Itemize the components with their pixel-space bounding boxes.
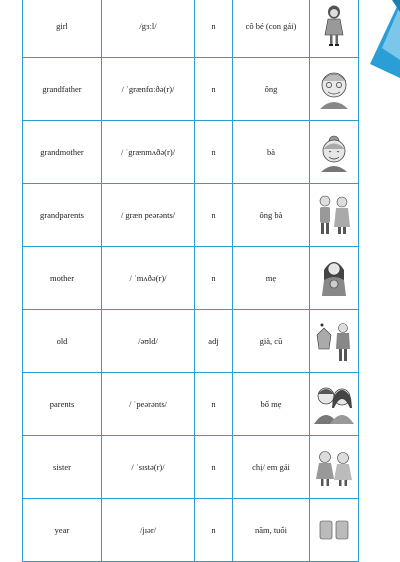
grandfather-icon	[314, 69, 354, 109]
picture-cell	[310, 58, 359, 121]
pos-cell: n	[195, 58, 233, 121]
picture-cell	[310, 436, 359, 499]
word-cell: grandmother	[23, 121, 102, 184]
picture-cell	[310, 184, 359, 247]
girl-icon	[319, 4, 349, 48]
word-cell: girl	[23, 0, 102, 58]
word-cell: sister	[23, 436, 102, 499]
picture-cell	[310, 121, 359, 184]
pos-cell: n	[195, 121, 233, 184]
sister-icon	[312, 445, 356, 489]
year-icon	[316, 515, 352, 545]
word-cell: parents	[23, 373, 102, 436]
pos-cell: n	[195, 499, 233, 562]
page-margin	[0, 0, 22, 400]
meaning-cell: bố mẹ	[233, 373, 310, 436]
meaning-cell: ông bà	[233, 184, 310, 247]
table-row	[23, 58, 359, 121]
meaning-cell: chị/ em gái	[233, 436, 310, 499]
corner-decoration	[370, 0, 400, 80]
picture-cell	[310, 310, 359, 373]
meaning-cell: già, cũ	[233, 310, 310, 373]
ipa-cell: /jɪər/	[102, 499, 195, 562]
table-row	[23, 184, 359, 247]
table-row	[23, 499, 359, 562]
meaning-cell: mẹ	[233, 247, 310, 310]
picture-cell	[310, 373, 359, 436]
word-cell: old	[23, 310, 102, 373]
ipa-cell: /əʊld/	[102, 310, 195, 373]
grandmother-icon	[314, 132, 354, 172]
word-cell: mother	[23, 247, 102, 310]
table-row	[23, 247, 359, 310]
meaning-cell: năm, tuổi	[233, 499, 310, 562]
picture-cell	[310, 499, 359, 562]
old-icon	[314, 319, 354, 363]
pos-cell: n	[195, 436, 233, 499]
vocabulary-table	[22, 0, 359, 562]
table-row	[23, 121, 359, 184]
picture-cell	[310, 0, 359, 58]
parents-icon	[312, 384, 356, 424]
pos-cell: n	[195, 184, 233, 247]
table-row	[23, 310, 359, 373]
ipa-cell: / ˈmʌðə(r)/	[102, 247, 195, 310]
word-cell: year	[23, 499, 102, 562]
ipa-cell: / ˈsɪstə(r)/	[102, 436, 195, 499]
meaning-cell: bà	[233, 121, 310, 184]
pos-cell: n	[195, 0, 233, 58]
pos-cell: n	[195, 247, 233, 310]
ipa-cell: / ˈpeərənts/	[102, 373, 195, 436]
ipa-cell: / ˈgrænfɑːðə(r)/	[102, 58, 195, 121]
word-cell: grandfather	[23, 58, 102, 121]
ipa-cell: / ˈgrænmʌðə(r)/	[102, 121, 195, 184]
table-row	[23, 373, 359, 436]
pos-cell: n	[195, 373, 233, 436]
mother-icon	[316, 256, 352, 300]
meaning-cell: cô bé (con gái)	[233, 0, 310, 58]
word-cell: grandparents	[23, 184, 102, 247]
pos-cell: adj	[195, 310, 233, 373]
grandparents-icon	[313, 193, 355, 237]
table-row	[23, 436, 359, 499]
ipa-cell: / græn peərənts/	[102, 184, 195, 247]
picture-cell	[310, 247, 359, 310]
ipa-cell: /gɜːl/	[102, 0, 195, 58]
table-row	[23, 0, 359, 58]
meaning-cell: ông	[233, 58, 310, 121]
